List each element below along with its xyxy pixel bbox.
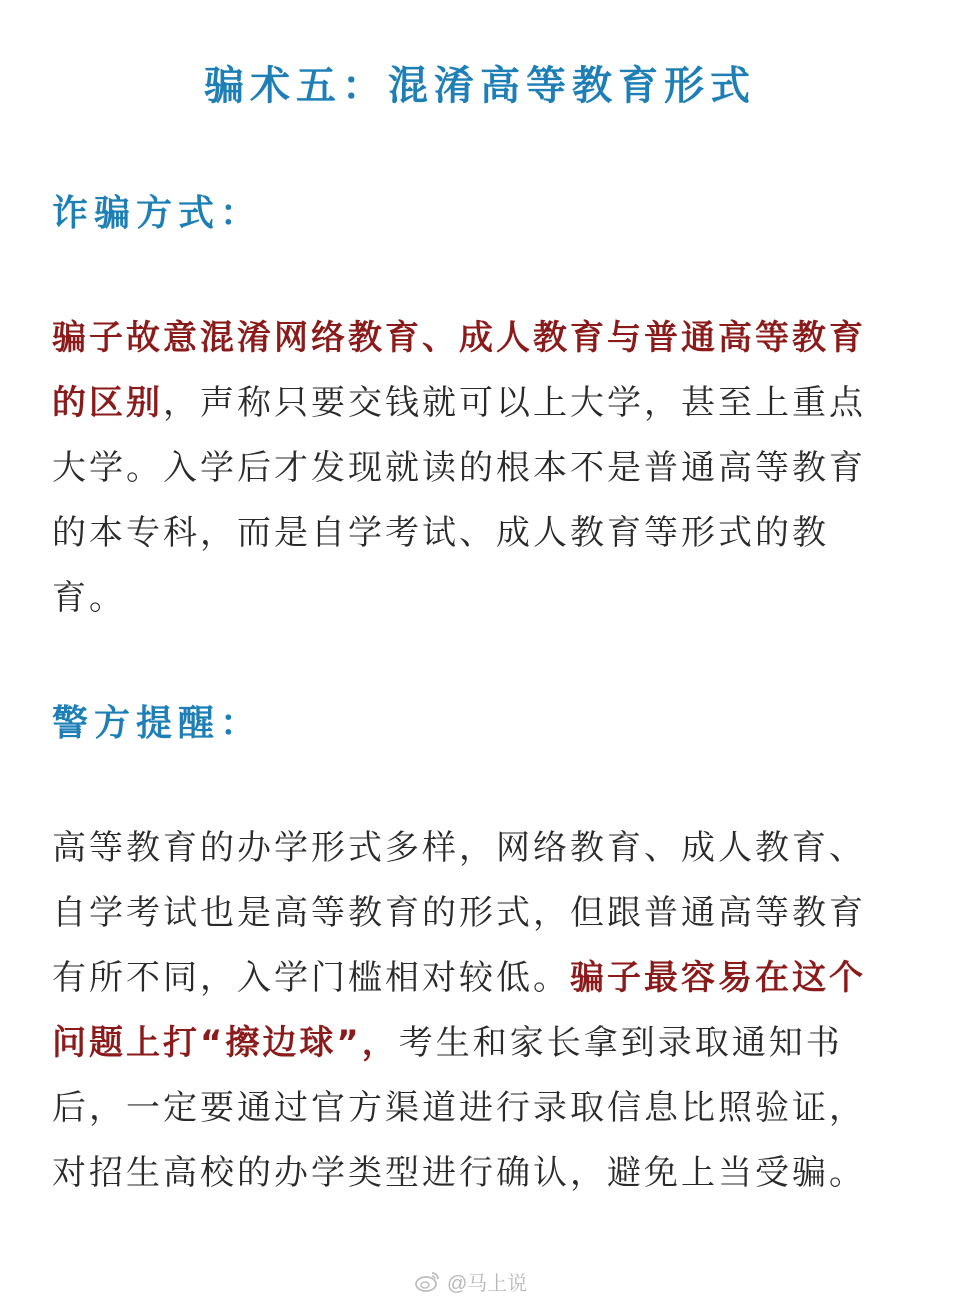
police-reminder-paragraph bbox=[52, 816, 902, 1206]
police-reminder-highlight: 骗子最容易在这个问题上打“擦边球”， bbox=[52, 958, 866, 1063]
fraud-method-paragraph bbox=[52, 306, 902, 631]
section-heading-police-reminder: 警方提醒： bbox=[52, 703, 263, 744]
weibo-icon bbox=[415, 1270, 441, 1292]
page-title: 骗术五：混淆高等教育形式 bbox=[204, 63, 756, 109]
police-reminder-text-before: 高等教育的办学形式多样，网络教育、成人教育、自学考试也是高等教育的形式，但跟普通高等教育有所不同，入学门槛相对较低。 bbox=[52, 828, 866, 998]
watermark bbox=[415, 1266, 527, 1296]
watermark-text: @马上说 bbox=[447, 1272, 528, 1295]
fraud-method-highlight: 骗子故意混淆网络教育、成人教育与普通高等教育的区别 bbox=[52, 318, 866, 423]
police-reminder-text-after: 考生和家长拿到录取通知书后，一定要通过官方渠道进行录取信息比照验证，对招生高校的办学类型进行确认，避免上当受骗。 bbox=[52, 1023, 866, 1193]
section-heading-fraud-method: 诈骗方式： bbox=[52, 193, 263, 234]
fraud-method-text: ，声称只要交钱就可以上大学，甚至上重点大学。入学后才发现就读的根本不是普通高等教育的本专科，而是自学考试、成人教育等形式的教育。 bbox=[52, 383, 866, 618]
